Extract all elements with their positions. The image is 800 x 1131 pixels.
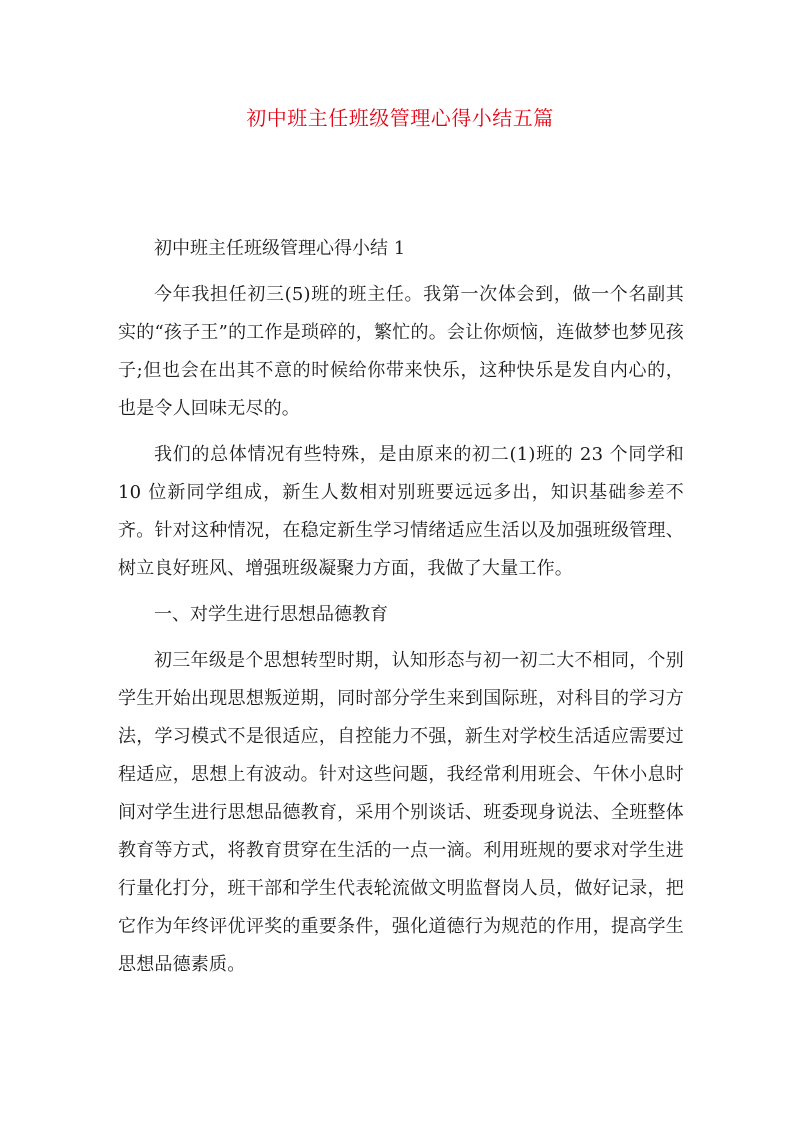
section-title: 初中班主任班级管理心得小结 1 xyxy=(154,238,406,259)
paragraph-2: 我们的总体情况有些特殊，是由原来的初二(1)班的 23 个同学和 10 位新同学组成，新生人数相对别班要远远多出，知识基础参差不齐。针对这种情况，在稳定新生学习情绪适应生活以及加强班级管理、树立良好班风、增强班级凝聚力方面，我做了大量工作。 xyxy=(118,444,684,579)
document-body xyxy=(118,230,684,984)
document-title: 初中班主任班级管理心得小结五篇 xyxy=(246,106,554,130)
subheading: 一、对学生进行思想品德教育 xyxy=(154,604,388,625)
paragraph-1: 今年我担任初三(5)班的班主任。我第一次体会到，做一个名副其实的“孩子王”的工作是琐碎的，繁忙的。会让你烦恼，连做梦也梦见孩子;但也会在出其不意的时候给你带来快乐，这种快乐是发自内心的，也是令人回味无尽的。 xyxy=(118,284,684,419)
paragraph-3: 初三年级是个思想转型时期，认知形态与初一初二大不相同，个别学生开始出现思想叛逆期，同时部分学生来到国际班，对科目的学习方法，学习模式不是很适应，自控能力不强，新生对学校生活适应需要过程适应，思想上有波动。针对这些问题，我经常利用班会、午休小息时间对学生进行思想品德教育，采用个别谈话、班委现身说法、全班整体教育等方式，将教育贯穿在生活的一点一滴。利用班规的要求对学生进行量化打分，班干部和学生代表轮流做文明监督岗人员，做好记录，把它作为年终评优评奖的重要条件，强化道德行为规范的作用，提高学生思想品德素质。 xyxy=(118,650,684,975)
